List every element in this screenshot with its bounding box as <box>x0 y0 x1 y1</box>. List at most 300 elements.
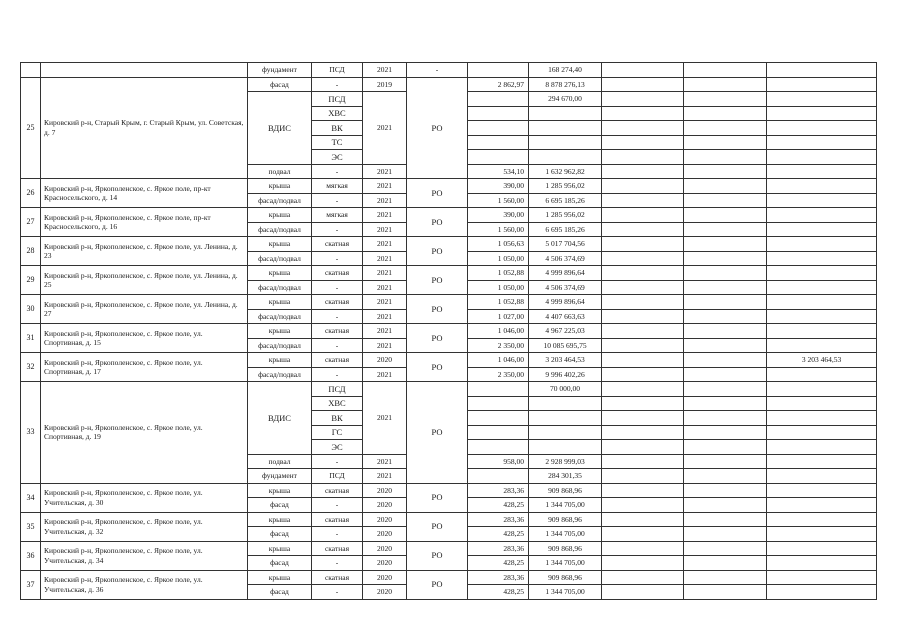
area-cell: 1 052,88 <box>468 266 529 281</box>
area-cell <box>468 469 529 484</box>
other-cell <box>602 396 684 411</box>
funding-cell <box>684 556 767 571</box>
paid-cell <box>767 367 877 382</box>
paid-cell <box>767 193 877 208</box>
year-cell: 2020 <box>363 512 407 527</box>
funding-cell <box>684 193 767 208</box>
paid-cell <box>767 425 877 440</box>
material-cell: - <box>312 367 363 382</box>
work-type-cell: крыша <box>248 208 312 223</box>
other-cell <box>602 367 684 382</box>
work-type-cell: фасад/подвал <box>248 338 312 353</box>
cost-cell: 4 999 896,64 <box>529 266 602 281</box>
work-type-cell: крыша <box>248 541 312 556</box>
cost-cell: 8 878 276,13 <box>529 77 602 92</box>
material-cell: ВК <box>312 121 363 136</box>
work-type-cell: фасад <box>248 585 312 600</box>
area-cell: 2 350,00 <box>468 338 529 353</box>
other-cell <box>602 338 684 353</box>
paid-cell <box>767 222 877 237</box>
material-cell: - <box>312 280 363 295</box>
table-row <box>21 570 877 585</box>
paid-cell <box>767 440 877 455</box>
funding-cell <box>684 585 767 600</box>
year-cell: 2021 <box>363 164 407 179</box>
area-cell: 1 056,63 <box>468 237 529 252</box>
year-cell: 2021 <box>363 309 407 324</box>
paid-cell <box>767 585 877 600</box>
row-number: 37 <box>21 570 41 599</box>
area-cell: 2 862,97 <box>468 77 529 92</box>
funding-cell <box>684 527 767 542</box>
paid-cell <box>767 527 877 542</box>
area-cell <box>468 382 529 397</box>
work-type-cell: фасад <box>248 527 312 542</box>
area-cell: 1 050,00 <box>468 280 529 295</box>
table-row <box>21 382 877 397</box>
area-cell: 2 350,00 <box>468 367 529 382</box>
material-cell: - <box>312 309 363 324</box>
other-cell <box>602 106 684 121</box>
row-number: 32 <box>21 353 41 382</box>
cost-cell: 1 344 705,00 <box>529 556 602 571</box>
area-cell: 283,36 <box>468 512 529 527</box>
funding-cell <box>684 338 767 353</box>
funding-cell <box>684 469 767 484</box>
source-cell: РО <box>407 382 468 484</box>
work-type-cell: крыша <box>248 237 312 252</box>
paid-cell <box>767 483 877 498</box>
cost-cell <box>529 106 602 121</box>
paid-cell <box>767 237 877 252</box>
other-cell <box>602 251 684 266</box>
source-cell: РО <box>407 483 468 512</box>
other-cell <box>602 135 684 150</box>
work-type-cell: крыша <box>248 353 312 368</box>
cost-cell: 294 670,00 <box>529 92 602 107</box>
address-cell: Кировский р-н, Яркополенское, с. Яркое поле, ул. Учительская, д. 34 <box>41 541 248 570</box>
funding-cell <box>684 411 767 426</box>
year-cell: 2020 <box>363 527 407 542</box>
table-body <box>21 63 877 600</box>
year-cell: 2021 <box>363 469 407 484</box>
cost-cell: 70 000,00 <box>529 382 602 397</box>
funding-cell <box>684 382 767 397</box>
paid-cell <box>767 208 877 223</box>
material-cell: ТС <box>312 135 363 150</box>
other-cell <box>602 570 684 585</box>
cost-cell: 5 017 704,56 <box>529 237 602 252</box>
year-cell: 2021 <box>363 208 407 223</box>
other-cell <box>602 469 684 484</box>
area-cell: 1 027,00 <box>468 309 529 324</box>
area-cell <box>468 396 529 411</box>
year-cell: 2021 <box>363 92 407 165</box>
other-cell <box>602 222 684 237</box>
work-type-cell: крыша <box>248 324 312 339</box>
work-type-cell: крыша <box>248 179 312 194</box>
cost-cell: 4 999 896,64 <box>529 295 602 310</box>
cost-cell: 4 407 663,63 <box>529 309 602 324</box>
material-cell: мягкая <box>312 208 363 223</box>
address-cell: Кировский р-н, Яркополенское, с. Яркое поле, ул. Учительская, д. 36 <box>41 570 248 599</box>
funding-cell <box>684 512 767 527</box>
cost-cell: 6 695 185,26 <box>529 222 602 237</box>
source-cell: РО <box>407 179 468 208</box>
work-type-cell: крыша <box>248 570 312 585</box>
row-number: 26 <box>21 179 41 208</box>
table-row <box>21 541 877 556</box>
other-cell <box>602 585 684 600</box>
row-number: 34 <box>21 483 41 512</box>
paid-cell <box>767 121 877 136</box>
source-cell: - <box>407 63 468 78</box>
work-type-cell: фундамент <box>248 469 312 484</box>
material-cell: - <box>312 222 363 237</box>
year-cell: 2020 <box>363 570 407 585</box>
cost-cell <box>529 440 602 455</box>
table-row <box>21 179 877 194</box>
row-number: 25 <box>21 77 41 179</box>
other-cell <box>602 541 684 556</box>
cost-cell: 1 344 705,00 <box>529 498 602 513</box>
year-cell: 2021 <box>363 280 407 295</box>
other-cell <box>602 454 684 469</box>
table-row <box>21 295 877 310</box>
year-cell: 2021 <box>363 63 407 78</box>
address-cell: Кировский р-н, Яркополенское, с. Яркое поле, ул. Спортивная, д. 17 <box>41 353 248 382</box>
area-cell: 1 050,00 <box>468 251 529 266</box>
cost-cell: 4 506 374,69 <box>529 280 602 295</box>
other-cell <box>602 237 684 252</box>
other-cell <box>602 295 684 310</box>
cost-cell: 909 868,96 <box>529 512 602 527</box>
other-cell <box>602 266 684 281</box>
funding-cell <box>684 164 767 179</box>
year-cell: 2020 <box>363 498 407 513</box>
area-cell <box>468 92 529 107</box>
material-cell: скатная <box>312 541 363 556</box>
other-cell <box>602 353 684 368</box>
material-cell: ПСД <box>312 469 363 484</box>
material-cell: - <box>312 251 363 266</box>
material-cell: ПСД <box>312 63 363 78</box>
area-cell: 958,00 <box>468 454 529 469</box>
funding-cell <box>684 237 767 252</box>
material-cell: скатная <box>312 483 363 498</box>
cost-cell <box>529 135 602 150</box>
other-cell <box>602 92 684 107</box>
paid-cell <box>767 92 877 107</box>
row-number: 30 <box>21 295 41 324</box>
area-cell: 390,00 <box>468 179 529 194</box>
year-cell: 2021 <box>363 367 407 382</box>
paid-cell <box>767 164 877 179</box>
address-cell: Кировский р-н, Яркополенское, с. Яркое поле, ул. Ленина, д. 27 <box>41 295 248 324</box>
year-cell: 2021 <box>363 266 407 281</box>
work-type-cell: ВДИС <box>248 92 312 165</box>
work-type-cell: фасад <box>248 556 312 571</box>
material-cell: ХВС <box>312 106 363 121</box>
area-cell <box>468 411 529 426</box>
area-cell: 283,36 <box>468 570 529 585</box>
address-cell: Кировский р-н, Старый Крым, г. Старый Крым, ул. Советская, д. 7 <box>41 77 248 179</box>
year-cell: 2021 <box>363 179 407 194</box>
address-cell: Кировский р-н, Яркополенское, с. Яркое поле, ул. Учительская, д. 30 <box>41 483 248 512</box>
paid-cell <box>767 498 877 513</box>
material-cell: - <box>312 498 363 513</box>
address-cell <box>41 63 248 78</box>
year-cell: 2021 <box>363 338 407 353</box>
material-cell: - <box>312 454 363 469</box>
funding-cell <box>684 266 767 281</box>
table-row <box>21 77 877 92</box>
other-cell <box>602 280 684 295</box>
cost-cell: 2 928 999,03 <box>529 454 602 469</box>
year-cell: 2019 <box>363 77 407 92</box>
table-row <box>21 324 877 339</box>
work-type-cell: подвал <box>248 454 312 469</box>
material-cell: ПСД <box>312 382 363 397</box>
paid-cell: 3 203 464,53 <box>767 353 877 368</box>
row-number: 31 <box>21 324 41 353</box>
source-cell: РО <box>407 512 468 541</box>
paid-cell <box>767 324 877 339</box>
material-cell: ГС <box>312 425 363 440</box>
other-cell <box>602 179 684 194</box>
material-cell: скатная <box>312 295 363 310</box>
material-cell: - <box>312 527 363 542</box>
other-cell <box>602 527 684 542</box>
table-row <box>21 63 877 78</box>
work-type-cell: фундамент <box>248 63 312 78</box>
address-cell: Кировский р-н, Яркополенское, с. Яркое поле, пр-кт Красносельского, д. 14 <box>41 179 248 208</box>
area-cell <box>468 440 529 455</box>
cost-cell <box>529 411 602 426</box>
row-number: 35 <box>21 512 41 541</box>
address-cell: Кировский р-н, Яркополенское, с. Яркое поле, ул. Спортивная, д. 19 <box>41 382 248 484</box>
material-cell: ВК <box>312 411 363 426</box>
funding-cell <box>684 121 767 136</box>
row-number: 28 <box>21 237 41 266</box>
address-cell: Кировский р-н, Яркополенское, с. Яркое поле, ул. Ленина, д. 23 <box>41 237 248 266</box>
paid-cell <box>767 295 877 310</box>
cost-cell: 284 301,35 <box>529 469 602 484</box>
area-cell: 428,25 <box>468 498 529 513</box>
year-cell: 2021 <box>363 222 407 237</box>
funding-cell <box>684 179 767 194</box>
paid-cell <box>767 396 877 411</box>
work-type-cell: фасад/подвал <box>248 251 312 266</box>
cost-cell <box>529 150 602 165</box>
other-cell <box>602 411 684 426</box>
year-cell: 2021 <box>363 237 407 252</box>
cost-cell: 1 632 962,82 <box>529 164 602 179</box>
source-cell: РО <box>407 353 468 382</box>
year-cell: 2020 <box>363 556 407 571</box>
cost-cell: 909 868,96 <box>529 570 602 585</box>
material-cell: - <box>312 585 363 600</box>
material-cell: ЭС <box>312 150 363 165</box>
capital-repair-table <box>20 62 877 600</box>
work-type-cell: крыша <box>248 266 312 281</box>
material-cell: скатная <box>312 353 363 368</box>
source-cell: РО <box>407 77 468 179</box>
paid-cell <box>767 251 877 266</box>
paid-cell <box>767 280 877 295</box>
funding-cell <box>684 63 767 78</box>
paid-cell <box>767 77 877 92</box>
funding-cell <box>684 570 767 585</box>
source-cell: РО <box>407 208 468 237</box>
funding-cell <box>684 396 767 411</box>
year-cell: 2021 <box>363 193 407 208</box>
other-cell <box>602 498 684 513</box>
paid-cell <box>767 63 877 78</box>
other-cell <box>602 324 684 339</box>
material-cell: мягкая <box>312 179 363 194</box>
funding-cell <box>684 295 767 310</box>
cost-cell: 6 695 185,26 <box>529 193 602 208</box>
paid-cell <box>767 556 877 571</box>
year-cell: 2021 <box>363 324 407 339</box>
year-cell: 2021 <box>363 295 407 310</box>
material-cell: ЭС <box>312 440 363 455</box>
other-cell <box>602 193 684 208</box>
area-cell <box>468 135 529 150</box>
funding-cell <box>684 454 767 469</box>
area-cell <box>468 121 529 136</box>
area-cell: 1 046,00 <box>468 353 529 368</box>
work-type-cell: фасад/подвал <box>248 222 312 237</box>
other-cell <box>602 440 684 455</box>
material-cell: - <box>312 164 363 179</box>
year-cell: 2020 <box>363 483 407 498</box>
funding-cell <box>684 106 767 121</box>
work-type-cell: фасад/подвал <box>248 367 312 382</box>
other-cell <box>602 121 684 136</box>
year-cell: 2021 <box>363 382 407 455</box>
cost-cell <box>529 396 602 411</box>
row-number: 33 <box>21 382 41 484</box>
source-cell: РО <box>407 295 468 324</box>
material-cell: - <box>312 556 363 571</box>
funding-cell <box>684 150 767 165</box>
material-cell: ПСД <box>312 92 363 107</box>
area-cell: 428,25 <box>468 585 529 600</box>
row-number: 29 <box>21 266 41 295</box>
cost-cell <box>529 425 602 440</box>
paid-cell <box>767 150 877 165</box>
material-cell: - <box>312 193 363 208</box>
cost-cell: 4 506 374,69 <box>529 251 602 266</box>
source-cell: РО <box>407 324 468 353</box>
table-row <box>21 208 877 223</box>
cost-cell: 4 967 225,03 <box>529 324 602 339</box>
year-cell: 2021 <box>363 454 407 469</box>
area-cell: 283,36 <box>468 483 529 498</box>
area-cell <box>468 425 529 440</box>
address-cell: Кировский р-н, Яркополенское, с. Яркое поле, ул. Учительская, д. 32 <box>41 512 248 541</box>
other-cell <box>602 425 684 440</box>
cost-cell: 3 203 464,53 <box>529 353 602 368</box>
table-row <box>21 512 877 527</box>
funding-cell <box>684 309 767 324</box>
other-cell <box>602 164 684 179</box>
cost-cell: 1 344 705,00 <box>529 527 602 542</box>
funding-cell <box>684 324 767 339</box>
cost-cell: 1 344 705,00 <box>529 585 602 600</box>
cost-cell: 909 868,96 <box>529 483 602 498</box>
area-cell <box>468 106 529 121</box>
cost-cell: 9 996 402,26 <box>529 367 602 382</box>
material-cell: ХВС <box>312 396 363 411</box>
funding-cell <box>684 425 767 440</box>
area-cell: 1 560,00 <box>468 193 529 208</box>
area-cell: 1 560,00 <box>468 222 529 237</box>
material-cell: - <box>312 77 363 92</box>
work-type-cell: фасад <box>248 498 312 513</box>
other-cell <box>602 483 684 498</box>
table-row <box>21 237 877 252</box>
area-cell: 283,36 <box>468 541 529 556</box>
other-cell <box>602 512 684 527</box>
funding-cell <box>684 498 767 513</box>
work-type-cell: фасад/подвал <box>248 193 312 208</box>
area-cell: 534,10 <box>468 164 529 179</box>
other-cell <box>602 309 684 324</box>
paid-cell <box>767 309 877 324</box>
work-type-cell: ВДИС <box>248 382 312 455</box>
cost-cell: 168 274,40 <box>529 63 602 78</box>
cost-cell: 1 285 956,02 <box>529 208 602 223</box>
area-cell: 428,25 <box>468 527 529 542</box>
table-row <box>21 266 877 281</box>
material-cell: скатная <box>312 237 363 252</box>
funding-cell <box>684 367 767 382</box>
table-row <box>21 483 877 498</box>
funding-cell <box>684 280 767 295</box>
area-cell: 390,00 <box>468 208 529 223</box>
funding-cell <box>684 541 767 556</box>
address-cell: Кировский р-н, Яркополенское, с. Яркое поле, пр-кт Красносельского, д. 16 <box>41 208 248 237</box>
other-cell <box>602 556 684 571</box>
paid-cell <box>767 135 877 150</box>
source-cell: РО <box>407 541 468 570</box>
other-cell <box>602 63 684 78</box>
material-cell: - <box>312 338 363 353</box>
material-cell: скатная <box>312 570 363 585</box>
area-cell: 1 046,00 <box>468 324 529 339</box>
paid-cell <box>767 512 877 527</box>
row-number: 27 <box>21 208 41 237</box>
year-cell: 2020 <box>363 541 407 556</box>
paid-cell <box>767 106 877 121</box>
source-cell: РО <box>407 237 468 266</box>
paid-cell <box>767 454 877 469</box>
row-number <box>21 63 41 78</box>
source-cell: РО <box>407 266 468 295</box>
work-type-cell: крыша <box>248 295 312 310</box>
area-cell <box>468 150 529 165</box>
funding-cell <box>684 440 767 455</box>
paid-cell <box>767 266 877 281</box>
area-cell: 428,25 <box>468 556 529 571</box>
cost-cell: 10 085 695,75 <box>529 338 602 353</box>
source-cell: РО <box>407 570 468 599</box>
work-type-cell: крыша <box>248 483 312 498</box>
work-type-cell: крыша <box>248 512 312 527</box>
